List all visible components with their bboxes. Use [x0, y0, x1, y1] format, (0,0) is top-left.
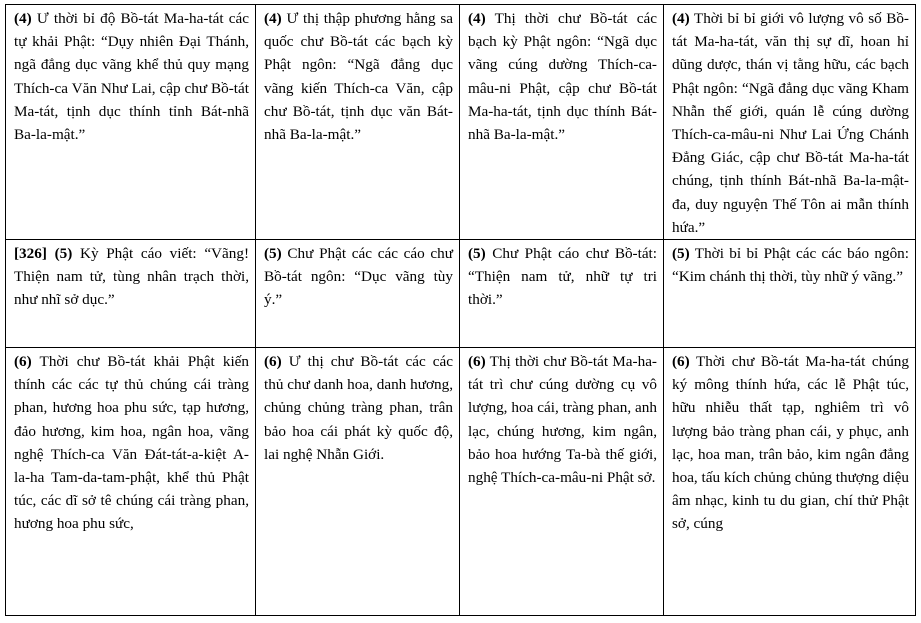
paragraph-number: (5) — [264, 245, 282, 263]
page-reference: [326] — [14, 245, 47, 263]
paragraph-number: (4) — [14, 10, 32, 27]
cell-col3-row5 — [460, 240, 664, 348]
cell-text: Thời bỉ bỉ Phật các các báo ngôn: “Kim chánh thị thời, tùy nhữ ý vãng.” — [672, 245, 909, 286]
cell-col1-row5 — [6, 240, 256, 348]
paragraph-number: (6) — [672, 353, 690, 371]
cell-col3-row6 — [460, 348, 664, 616]
paragraph-number: (6) — [14, 353, 32, 371]
parallel-text-table — [5, 4, 916, 616]
cell-text: Chư Phật cáo chư Bồ-tát: “Thiện nam tử, nhữ tự tri thời.” — [468, 245, 657, 309]
cell-col3-row4 — [460, 5, 664, 240]
cell-text: Thời bỉ bỉ giới vô lượng vô số Bồ-tát Ma-ha-tát, văn thị sự dĩ, hoan hỉ dũng dược, thán vị tằng hữu, các bạch Phật ngôn: “Ngã đẳng dục vãng Kham Nhẫn thế giới, quán lễ cúng dường Thích-ca-mâu-ni Như Lai Ứng Chánh Đẳng Giác, cập chư Bồ-tát Ma-ha-tát chúng, tịnh thính Bát-nhã Ba-la-mật-đa, duy nguyện Thế Tôn ai mẫn thính hứa.” — [672, 10, 909, 236]
table-row-4 — [6, 5, 916, 240]
paragraph-number: (6) — [264, 353, 282, 371]
cell-col1-row4 — [6, 5, 256, 240]
cell-text: Thị thời chư Bồ-tát Ma-ha-tát trì chư cúng dường cụ vô lượng, hoa cái, tràng phan, anh lạc, chúng hương, kim ngân, bảo hoa hướng Ta-bà thế giới, nghệ Thích-ca-mâu-ni Phật sở. — [468, 353, 657, 487]
cell-text: Ư thị thập phương hằng sa quốc chư Bồ-tát các bạch kỳ Phật ngôn: “Ngã đẳng dục vãng kiến Thích-ca Văn, cập chư Bồ-tát, tịnh dục văn Bát-nhã Ba-la-mật.” — [264, 10, 453, 144]
paragraph-number: (4) — [264, 10, 282, 27]
paragraph-number: (4) — [672, 10, 690, 27]
table-row-6 — [6, 348, 916, 616]
cell-col4-row6 — [664, 348, 916, 616]
cell-text: Chư Phật các các cáo chư Bồ-tát ngôn: “Dục vãng tùy ý.” — [264, 245, 453, 309]
cell-col4-row5 — [664, 240, 916, 348]
paragraph-number: (5) — [672, 245, 690, 263]
cell-col4-row4 — [664, 5, 916, 240]
paragraph-number: (4) — [468, 10, 486, 27]
paragraph-number: (5) — [54, 245, 73, 263]
cell-text: Ư thị chư Bồ-tát các các thủ chư danh hoa, danh hương, chủng chủng tràng phan, trân bảo hoa cái phát kỳ quốc độ, lai nghệ Nhẫn Giới. — [264, 353, 453, 463]
cell-col2-row4 — [256, 5, 460, 240]
cell-col2-row6 — [256, 348, 460, 616]
cell-text: Kỳ Phật cáo viết: “Vãng! Thiện nam tử, tùng nhân trạch thời, như nhĩ sở dục.” — [14, 245, 250, 309]
table-row-5 — [6, 240, 916, 348]
cell-text: Thời chư Bồ-tát Ma-ha-tát chúng ký mông thính hứa, các lễ Phật túc, hữu nhiễu thất tạp, nghiêm trì vô lượng bảo tràng phan cái, y phục, anh lạc, hoa man, trân bảo, kim ngân đẳng hoa, tấu kích chủng chủng thượng diệu âm nhạc, kinh tu du gian, chí thử Phật sở, cúng — [672, 353, 909, 533]
cell-text: Ư thời bỉ độ Bồ-tát Ma-ha-tát các tự khải Phật: “Dụy nhiên Đại Thánh, ngã đẳng dục vãng khể thủ quy mạng Thích-ca Văn Như Lai, cập chư Bồ-tát Ma-tát, tịnh dục thính tỉnh Bát-nhã Ba-la-mật.” — [14, 10, 249, 144]
cell-text: Thời chư Bồ-tát khải Phật kiến thính các các tự thủ chúng cái tràng phan, hương hoa phu sức, tạp hương, đảo hương, kim hoa, ngân hoa, vãng nghệ Thích-ca Văn Đát-tát-a-kiệt A-la-ha Tam-da-tam-phật, khể thủ Phật túc, các dĩ sở tê chúng cái tràng phan, hương hoa phu sức, — [14, 353, 249, 533]
paragraph-number: (6) — [468, 353, 486, 371]
cell-col2-row5 — [256, 240, 460, 348]
paragraph-number: (5) — [468, 245, 486, 263]
cell-text: Thị thời chư Bồ-tát các bạch kỳ Phật ngôn: “Ngã dục vãng cúng dường Thích-ca-mâu-ni Phật, cập chư Bồ-tát Ma-ha-tát, tịnh dục thính Bát-nhã Ba-la-mật.” — [468, 10, 657, 144]
cell-col1-row6 — [6, 348, 256, 616]
